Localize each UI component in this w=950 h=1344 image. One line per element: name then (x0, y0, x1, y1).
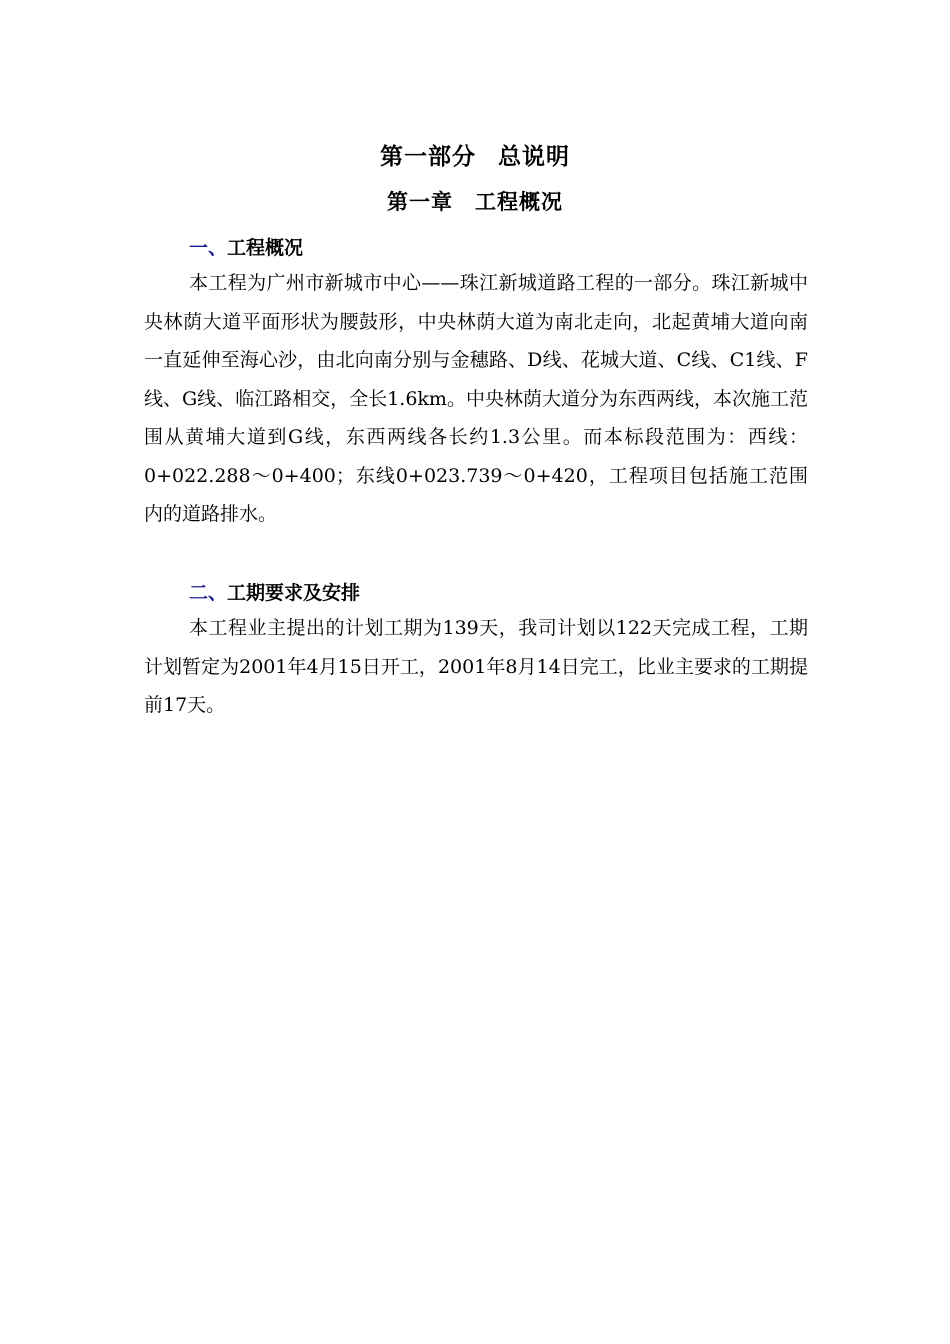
section-number: 一、 (189, 237, 228, 259)
paragraph-overview: 本工程为广州市新城市中心——珠江新城道路工程的一部分。珠江新城中央林荫大道平面形状为腰鼓形，中央林荫大道为南北走向，北起黄埔大道向南一直延伸至海心沙，由北向南分别与金穗路、D线、花城大道、C线、C1线、F线、G线、临江路相交，全长1.6km。中央林荫大道分为东西两线，本次施工范围从黄埔大道到G线，东西两线各长约1.3公里。而本标段范围为：西线：0+022.288～0+400；东线0+023.739～0+420，工程项目包括施工范围内的道路排水。 (144, 272, 808, 525)
chapter-title (0, 186, 950, 216)
part-title-text: 总说明 (498, 144, 570, 170)
paragraph-schedule: 本工程业主提出的计划工期为139天，我司计划以122天完成工程，工期计划暂定为2001年4月15日开工，2001年8月14日完工，比业主要求的工期提前17天。 (144, 617, 808, 716)
section-heading-overview (189, 233, 303, 260)
section-title: 工程概况 (227, 237, 304, 259)
section-title: 工期要求及安排 (227, 582, 361, 604)
section-number: 二、 (189, 582, 228, 604)
part-title-number: 第一部分 (380, 144, 476, 170)
part-title (0, 138, 950, 171)
chapter-title-text: 工程概况 (475, 190, 563, 214)
section-heading-schedule (189, 578, 360, 605)
chapter-title-number: 第一章 (387, 190, 453, 214)
